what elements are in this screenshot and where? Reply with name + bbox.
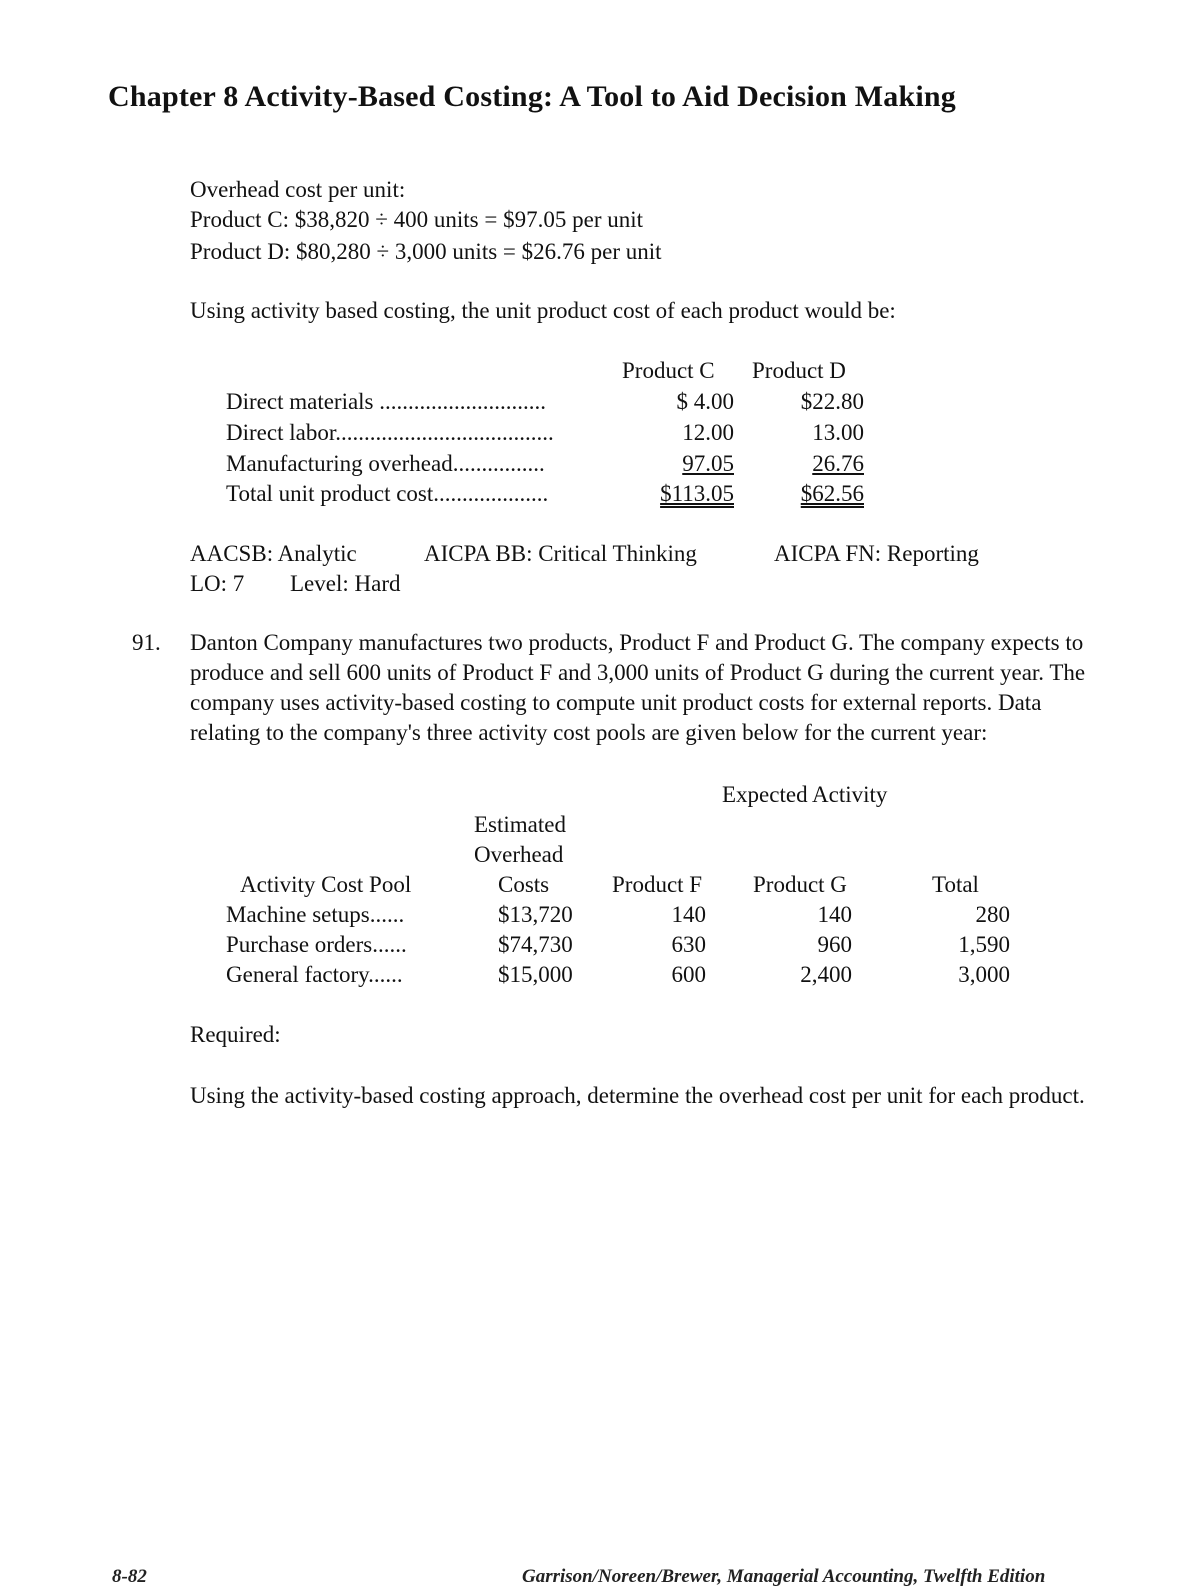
required-heading: Required: xyxy=(190,1022,281,1047)
row-pool-purchase-orders: Purchase orders...... xyxy=(226,932,407,957)
overhead-line-c: Product C: $38,820 ÷ 400 units = $97.05 per unit xyxy=(190,207,644,232)
question-text: Danton Company manufactures two products, Product F and Product G. The company expects to produce and sell 600 units of Product F and 3,000 units of Product G during the current year. The company uses activity-based costing to compute unit product costs for external reports. Data relating to the company's three activity cost pools are given below for the current year: xyxy=(190,630,1086,745)
header-activity-cost-pool: Activity Cost Pool xyxy=(240,872,412,897)
row-f-purchase-orders: 630 xyxy=(671,932,706,957)
row-label-direct-materials: Direct materials ............................. xyxy=(226,389,547,414)
cell-d-direct-materials: $22.80 xyxy=(800,389,864,414)
required-text: Using the activity-based costing approach, determine the overhead cost per unit for each product. xyxy=(190,1083,1085,1108)
row-f-machine-setups: 140 xyxy=(671,902,706,927)
tag-aacsb: AACSB: Analytic xyxy=(190,541,357,566)
col-header-product-d: Product D xyxy=(752,358,846,383)
row-cost-general-factory: $15,000 xyxy=(498,962,573,987)
cell-d-direct-labor: 13.00 xyxy=(812,420,864,445)
row-label-direct-labor: Direct labor...................................... xyxy=(226,420,554,445)
col-header-product-c: Product C xyxy=(622,358,715,383)
row-pool-general-factory: General factory...... xyxy=(226,962,403,987)
row-total-general-factory: 3,000 xyxy=(958,962,1010,987)
cell-c-direct-materials: $ 4.00 xyxy=(676,389,734,414)
row-g-machine-setups: 140 xyxy=(817,902,852,927)
tag-aicpa-fn: AICPA FN: Reporting xyxy=(774,541,979,566)
overhead-line-d: Product D: $80,280 ÷ 3,000 units = $26.76 per unit xyxy=(190,239,662,264)
row-total-purchase-orders: 1,590 xyxy=(958,932,1010,957)
header-product-g: Product G xyxy=(753,872,847,897)
expected-activity-header: Expected Activity xyxy=(722,782,888,807)
tag-lo: LO: 7 xyxy=(190,571,245,596)
abc-intro: Using activity based costing, the unit product cost of each product would be: xyxy=(190,298,896,323)
row-label-total-unit-cost: Total unit product cost.................... xyxy=(226,481,549,506)
overhead-heading: Overhead cost per unit: xyxy=(190,177,406,202)
cell-c-total-unit-cost: $113.05 xyxy=(660,481,734,506)
row-label-manufacturing-overhead: Manufacturing overhead................ xyxy=(226,451,545,476)
cell-c-direct-labor: 12.00 xyxy=(682,420,734,445)
estimated-header-line2: Overhead xyxy=(474,842,564,867)
tag-aicpa-bb: AICPA BB: Critical Thinking xyxy=(424,541,697,566)
row-pool-machine-setups: Machine setups...... xyxy=(226,902,405,927)
question-number: 91. xyxy=(132,630,161,655)
cell-d-manufacturing-overhead: 26.76 xyxy=(812,451,864,476)
row-cost-purchase-orders: $74,730 xyxy=(498,932,573,957)
cell-c-manufacturing-overhead: 97.05 xyxy=(682,451,734,476)
chapter-title: Chapter 8 Activity-Based Costing: A Tool to Aid Decision Making xyxy=(108,80,956,113)
tag-level: Level: Hard xyxy=(290,571,401,596)
row-cost-machine-setups: $13,720 xyxy=(498,902,573,927)
page-number: 8-82 xyxy=(112,1566,147,1587)
row-total-machine-setups: 280 xyxy=(975,902,1010,927)
row-g-purchase-orders: 960 xyxy=(817,932,852,957)
row-f-general-factory: 600 xyxy=(671,962,706,987)
footer-source: Garrison/Noreen/Brewer, Managerial Accounting, Twelfth Edition xyxy=(522,1566,1046,1587)
estimated-header-line1: Estimated xyxy=(474,812,566,837)
header-product-f: Product F xyxy=(612,872,703,897)
header-total: Total xyxy=(932,872,979,897)
cell-d-total-unit-cost: $62.56 xyxy=(800,481,864,506)
header-costs: Costs xyxy=(498,872,550,897)
row-g-general-factory: 2,400 xyxy=(800,962,852,987)
